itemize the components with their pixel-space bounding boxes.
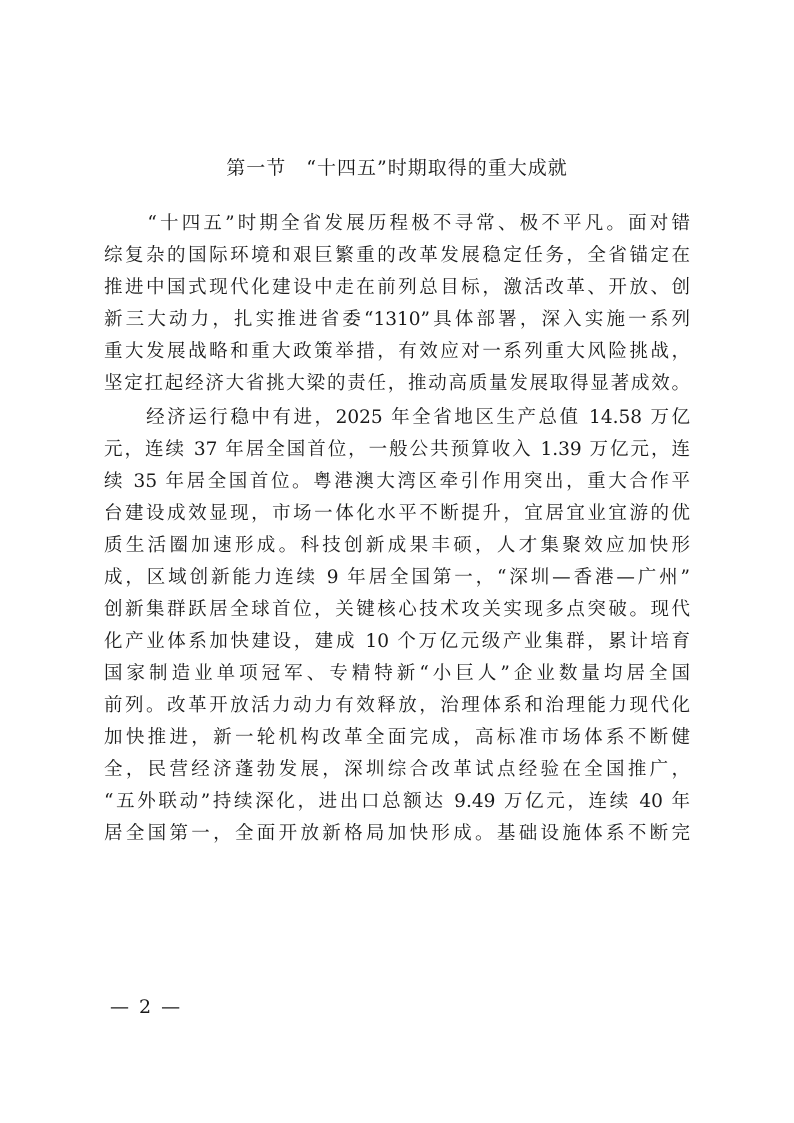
text-line: 居全国第一，全面开放新格局加快形成。基础设施体系不断完 bbox=[104, 823, 690, 844]
text-line: 续 35 年居全国首位。粤港澳大湾区牵引作用突出，重大合作平 bbox=[104, 471, 690, 492]
text-line: “十四五”时期全省发展历程极不寻常、极不平凡。面对错 bbox=[104, 213, 690, 234]
page-number: — 2 — bbox=[110, 996, 183, 1018]
text-line: 质生活圈加速形成。科技创新成果丰硕，人才集聚效应加快形 bbox=[104, 535, 690, 556]
paragraph-2 bbox=[104, 402, 690, 850]
paragraph-1 bbox=[104, 208, 690, 400]
text-line: 化产业体系加快建设，建成 10 个万亿元级产业集群，累计培育 bbox=[104, 631, 690, 652]
section-title: 第一节 “十四五”时期取得的重大成就 bbox=[226, 157, 568, 179]
text-line: 前列。改革开放活力动力有效释放，治理体系和治理能力现代化 bbox=[104, 695, 690, 716]
text-line: 创新集群跃居全球首位，关键核心技术攻关实现多点突破。现代 bbox=[104, 599, 690, 620]
text-line: 元，连续 37 年居全国首位，一般公共预算收入 1.39 万亿元，连 bbox=[104, 439, 690, 460]
text-line: 成，区域创新能力连续 9 年居全国第一，“深圳—香港—广州” bbox=[104, 567, 690, 588]
text-line: “五外联动”持续深化，进出口总额达 9.49 万亿元，连续 40 年 bbox=[104, 791, 690, 812]
text-line: 综复杂的国际环境和艰巨繁重的改革发展稳定任务，全省锚定在 bbox=[104, 245, 690, 266]
text-line: 全，民营经济蓬勃发展，深圳综合改革试点经验在全国推广， bbox=[104, 759, 690, 780]
body-text bbox=[104, 208, 690, 850]
text-line: 加快推进，新一轮机构改革全面完成，高标准市场体系不断健 bbox=[104, 727, 690, 748]
text-line: 经济运行稳中有进，2025 年全省地区生产总值 14.58 万亿 bbox=[104, 407, 690, 428]
text-line: 坚定扛起经济大省挑大梁的责任，推动高质量发展取得显著成效。 bbox=[104, 373, 690, 394]
text-line: 重大发展战略和重大政策举措，有效应对一系列重大风险挑战， bbox=[104, 341, 690, 362]
text-line: 国家制造业单项冠军、专精特新“小巨人”企业数量均居全国 bbox=[104, 663, 690, 684]
text-line: 台建设成效显现，市场一体化水平不断提升，宜居宜业宜游的优 bbox=[104, 503, 690, 524]
text-line: 新三大动力，扎实推进省委“1310”具体部署，深入实施一系列 bbox=[104, 309, 690, 330]
text-line: 推进中国式现代化建设中走在前列总目标，激活改革、开放、创 bbox=[104, 277, 690, 298]
